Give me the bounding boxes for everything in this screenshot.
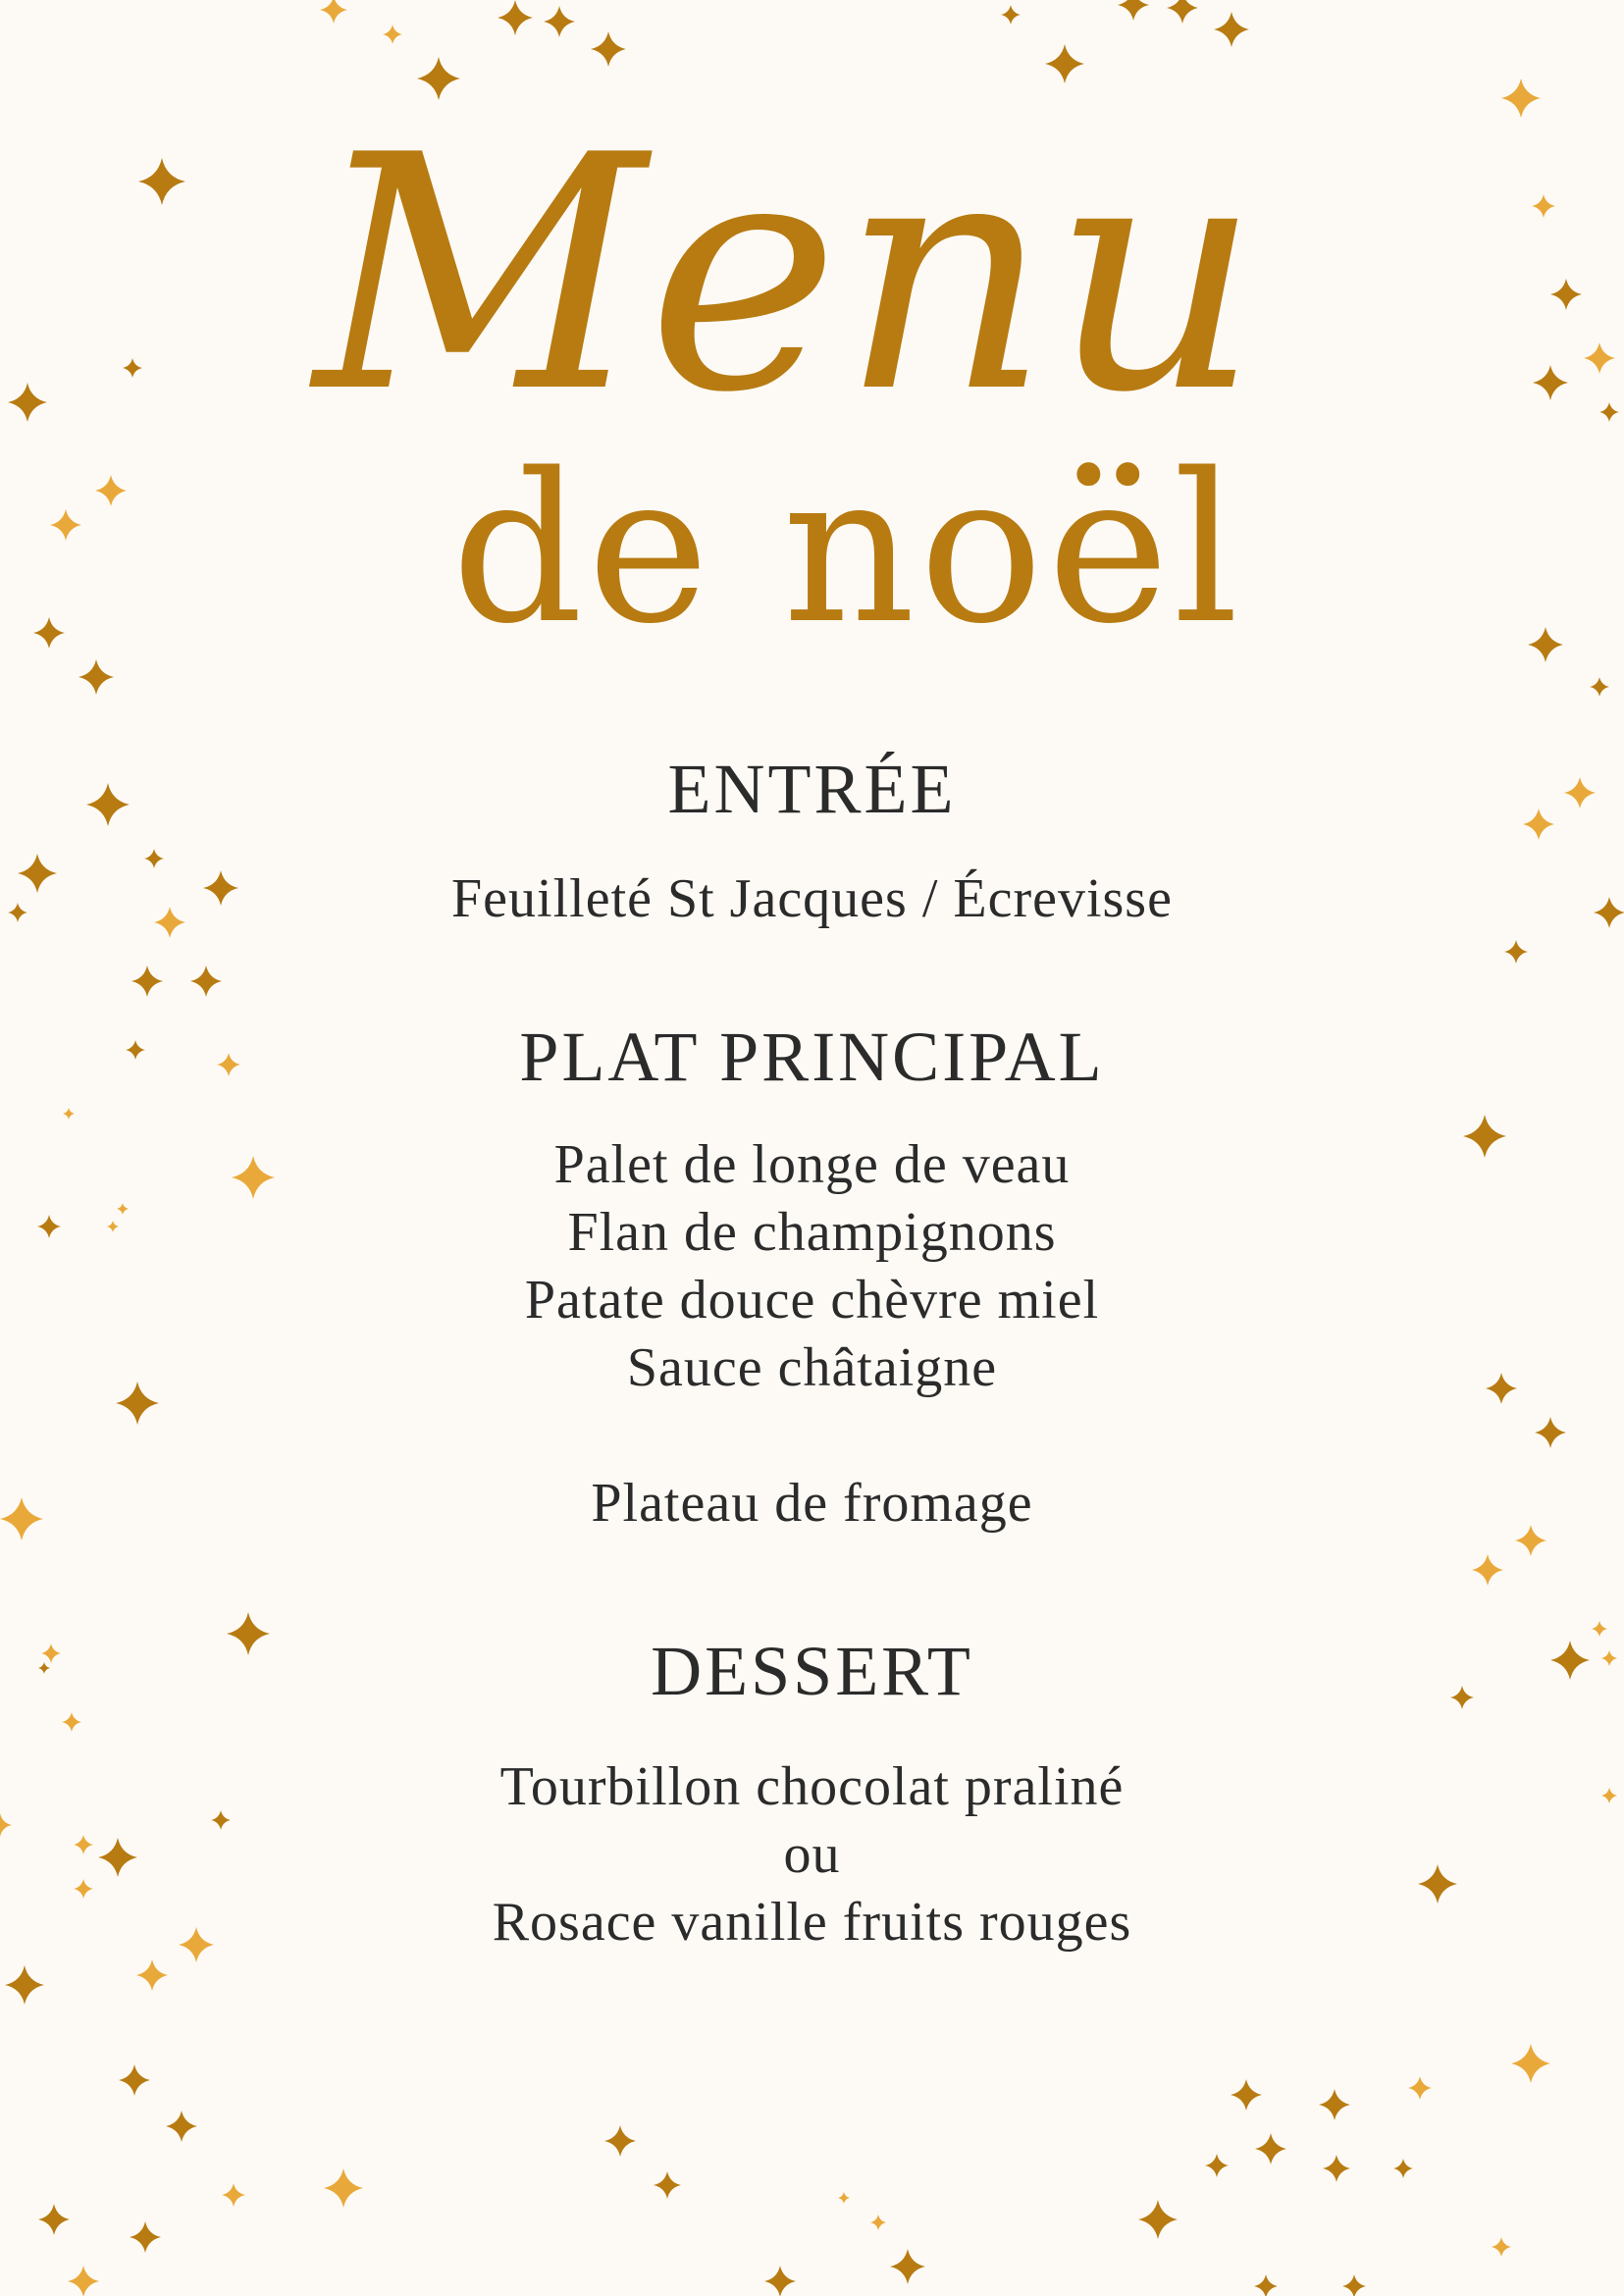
sparkle-star-icon xyxy=(166,2111,197,2142)
dish-item: Tourbillon chocolat praliné xyxy=(499,1756,1125,1817)
sparkle-star-icon xyxy=(1393,2159,1413,2178)
sparkle-star-icon xyxy=(130,2221,161,2253)
dish-item: Sauce châtaigne xyxy=(626,1337,998,1398)
section-entree xyxy=(0,746,1624,933)
sparkle-star-icon xyxy=(604,2125,636,2157)
sparkle-star-icon xyxy=(764,2266,796,2296)
sparkle-star-icon xyxy=(1408,2076,1432,2100)
sparkle-star-icon xyxy=(890,2249,925,2284)
section-title-entree: ENTRÉE xyxy=(667,750,957,828)
section-title-dessert: DESSERT xyxy=(651,1632,973,1710)
section-title-plat-principal: PLAT PRINCIPAL xyxy=(519,1018,1105,1096)
sparkle-star-icon xyxy=(1342,2274,1366,2296)
dish-item-cheese: Plateau de fromage xyxy=(591,1473,1033,1534)
sparkle-star-icon xyxy=(324,2168,363,2208)
sparkle-star-icon xyxy=(38,2204,70,2235)
sparkle-star-icon xyxy=(654,2171,681,2199)
dish-item: Palet de longe de veau xyxy=(553,1134,1071,1195)
sparkle-star-icon xyxy=(1492,2237,1511,2257)
sparkle-star-icon xyxy=(222,2183,245,2207)
menu-title xyxy=(0,0,1624,687)
sparkle-star-icon xyxy=(838,2192,850,2204)
dish-item: Patate douce chèvre miel xyxy=(524,1270,1100,1331)
sparkle-star-icon xyxy=(870,2215,886,2230)
dish-item: Feuilleté St Jacques / Écrevisse xyxy=(451,868,1173,929)
menu-content xyxy=(0,746,1624,1957)
sparkle-star-icon xyxy=(1231,2079,1262,2111)
dish-item: Rosace vanille fruits rouges xyxy=(492,1892,1132,1953)
sparkle-star-icon xyxy=(68,2266,99,2296)
dish-item-or: ou xyxy=(783,1824,841,1885)
sparkle-star-icon xyxy=(1323,2155,1350,2182)
sparkle-star-icon xyxy=(119,2064,150,2096)
sparkle-star-icon xyxy=(1511,2044,1550,2083)
sparkle-star-icon xyxy=(1255,2133,1286,2165)
sparkle-star-icon xyxy=(136,1959,168,1991)
sparkle-star-icon xyxy=(5,1965,44,2005)
title-menu-word: Menu xyxy=(314,86,1263,463)
sparkle-star-icon xyxy=(1138,2200,1178,2239)
sparkle-star-icon xyxy=(1205,2154,1229,2177)
sparkle-star-icon xyxy=(1319,2089,1350,2120)
section-plat-principal xyxy=(0,1014,1624,1538)
section-dessert xyxy=(0,1628,1624,1957)
sparkle-star-icon xyxy=(1254,2274,1278,2296)
dish-item: Flan de champignons xyxy=(567,1202,1057,1263)
title-noel-word: de noël xyxy=(451,429,1243,669)
